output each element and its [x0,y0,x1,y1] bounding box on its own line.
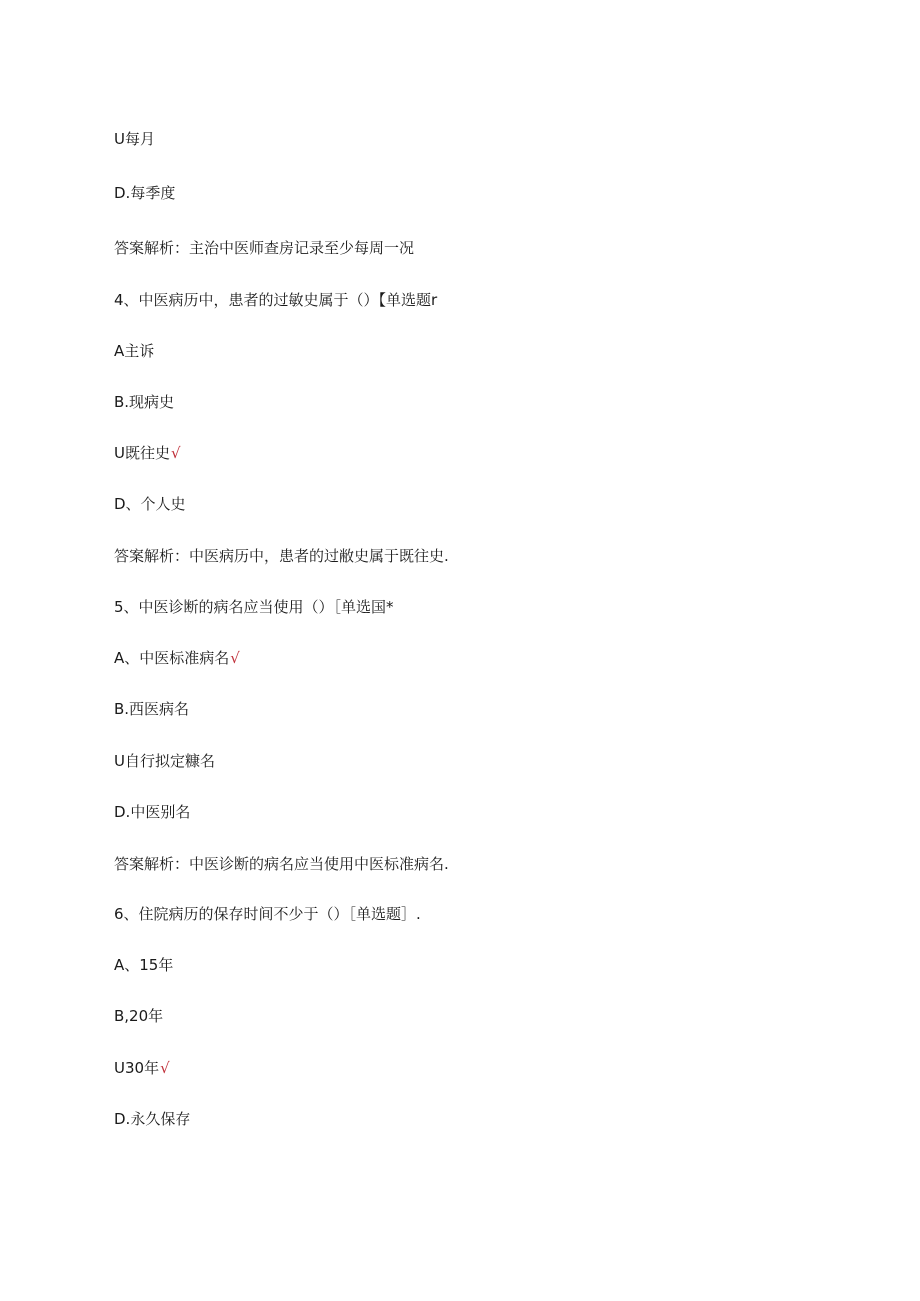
option-text: B,20年 [114,1007,164,1025]
option-text: B.西医病名 [114,700,190,718]
q6-option-d [114,1109,190,1129]
option-text: D.中医别名 [114,803,191,821]
option-text: A、中医标准病名 [114,649,230,667]
q3-option-d [114,183,175,203]
correct-check-icon: √ [160,1059,170,1077]
question-text: 5、中医诊断的病名应当使用（）［单选国* [114,598,394,616]
option-text: U自行拟定糠名 [114,752,215,770]
question-text: 4、中医病历中，患者的过敏史属于（）【单选题r [114,291,438,309]
q6-option-b [114,1006,163,1026]
option-text: D.每季度 [114,184,176,202]
explanation-text: 答案解析：主治中医师查房记录至少每周一况 [114,239,415,257]
q6-option-a [114,955,173,975]
correct-check-icon: √ [230,649,240,667]
q5-option-c [114,751,215,771]
q4-explanation [114,546,449,566]
option-text: D、个人史 [114,495,186,513]
q3-explanation [114,238,414,258]
q4-option-d [114,494,186,514]
q6-question [114,904,421,924]
q5-option-a [114,648,240,668]
correct-check-icon: √ [170,444,181,462]
q4-option-a [114,341,154,361]
option-text: D.永久保存 [114,1110,191,1128]
q5-question [114,597,394,617]
q5-option-d [114,802,190,822]
explanation-text: 答案解析：中医病历中，患者的过敝史属于既往史. [114,547,449,565]
option-text: U30年 [114,1059,160,1077]
option-text: U每月 [114,130,155,148]
explanation-text: 答案解析：中医诊断的病名应当使用中医标准病名. [114,855,449,873]
q6-option-c [114,1058,170,1078]
option-text: U既往史 [114,444,170,462]
question-text: 6、住院病历的保存时间不少于（）［单选题］. [114,905,421,923]
q5-explanation [114,854,449,874]
option-text: A主诉 [114,342,155,360]
q5-option-b [114,699,189,719]
q4-option-b [114,392,174,412]
q4-question [114,290,437,310]
q4-option-c [114,443,181,463]
option-text: A、15年 [114,956,174,974]
option-text: B.现病史 [114,393,175,411]
q3-option-c [114,129,155,149]
